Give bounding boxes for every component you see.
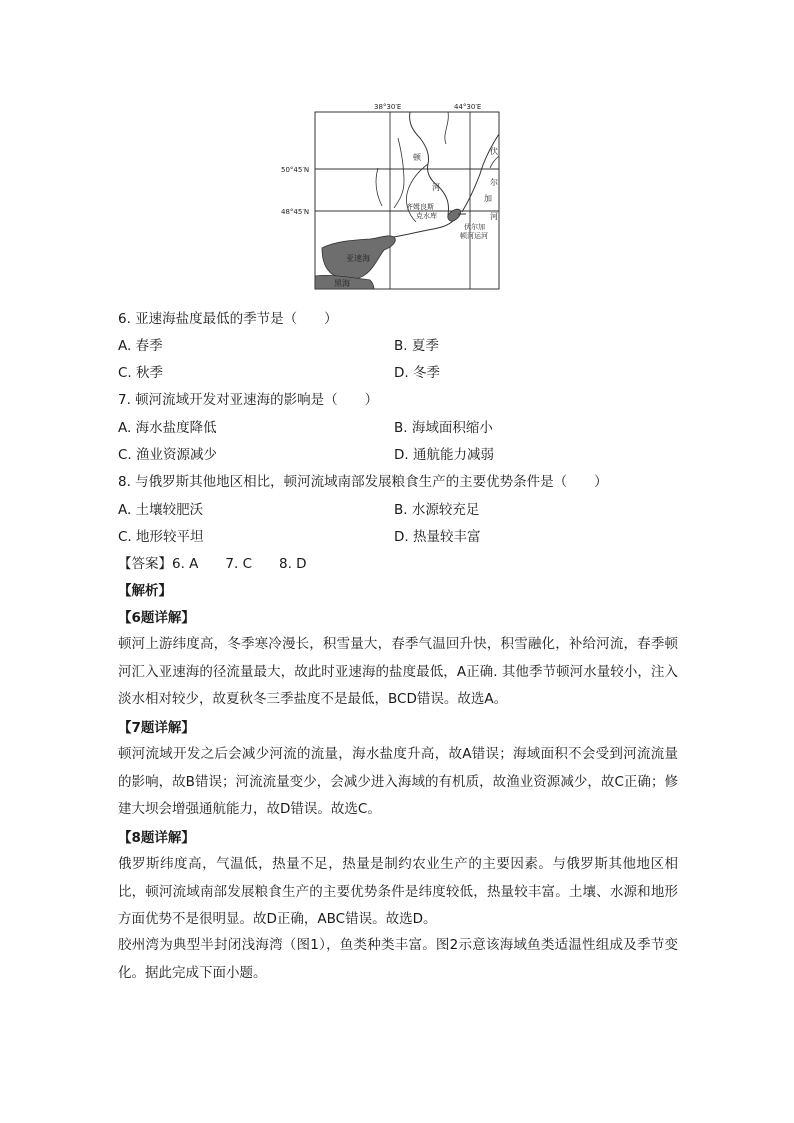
analysis-heading: 【解析】: [118, 583, 172, 599]
lat-label-2: 48°45′N: [281, 208, 310, 216]
q8-option-d: D. 热量较丰富: [394, 529, 481, 545]
q6-option-c: C. 秋季: [118, 365, 164, 381]
lat-label-1: 50°45′N: [281, 166, 310, 174]
q6-stem: 6. 亚速海盐度最低的季节是（ ）: [118, 311, 338, 327]
q7-option-b: B. 海域面积缩小: [394, 420, 493, 436]
lon-label-2: 44°30′E: [454, 103, 482, 111]
answer-line: 【答案】6. A 7. C 8. D: [118, 556, 307, 572]
lon-label-1: 38°30′E: [374, 103, 402, 111]
volga-char-4: 河: [490, 212, 498, 221]
next-question-intro: 胶州湾为典型半封闭浅海湾（图1），鱼类种类丰富。图2示意该海域鱼类适温性组成及季节变化。据此完成下面小题。: [118, 937, 678, 981]
q8-option-a: A. 土壤较肥沃: [118, 502, 204, 518]
q7-option-d: D. 通航能力减弱: [394, 447, 494, 463]
reservoir-label-1: 齐姆良斯: [406, 203, 434, 211]
river-char-2: 河: [432, 183, 440, 192]
map-figure: [270, 98, 510, 293]
detail-7-heading: 【7题详解】: [118, 720, 195, 736]
detail-6-heading: 【6题详解】: [118, 610, 195, 626]
volga-char-1: 伏: [490, 147, 498, 156]
q8-option-c: C. 地形较平坦: [118, 529, 204, 545]
volga-char-3: 加: [484, 194, 492, 203]
q7-stem: 7. 顿河流域开发对亚速海的影响是（ ）: [118, 392, 379, 408]
q6-option-d: D. 冬季: [394, 365, 440, 381]
river-char-1: 顿: [413, 153, 421, 162]
azov-sea-label: 亚速海: [346, 254, 370, 263]
q6-option-b: B. 夏季: [394, 338, 439, 354]
volga-char-2: 尔: [490, 178, 498, 187]
detail-6-text: 顿河上游纬度高，冬季寒冷漫长，积雪量大，春季气温回升快，积雪融化，补给河流，春季顿河汇入亚速海的径流量最大，故此时亚速海的盐度最低，A正确. 其他季节顿河水量较小，注入淡水相对较少，故夏秋冬三季盐度不是最低，BCD错误。故选A。: [118, 636, 678, 707]
canal-label-1: 伏尔加: [464, 223, 485, 231]
canal-label-2: 顿河运河: [460, 232, 488, 240]
don-river-map: [270, 98, 510, 293]
detail-8-heading: 【8题详解】: [118, 830, 195, 846]
q8-stem: 8. 与俄罗斯其他地区相比，顿河流域南部发展粮食生产的主要优势条件是（ ）: [118, 474, 608, 490]
black-sea-label: 黑海: [334, 279, 350, 288]
q6-option-a: A. 春季: [118, 338, 163, 354]
detail-8-text: 俄罗斯纬度高，气温低，热量不足，热量是制约农业生产的主要因素。与俄罗斯其他地区相比，顿河流域南部发展粮食生产的主要优势条件是纬度较低，热量较丰富。土壤、水源和地形方面优势不是很明显。故D正确，ABC错误。故选D。: [118, 856, 678, 927]
reservoir-label-2: 克水库: [416, 212, 437, 220]
detail-7-text: 顿河流域开发之后会减少河流的流量，海水盐度升高，故A错误；海域面积不会受到河流流量的影响，故B错误；河流流量变少，会减少进入海域的有机质，故渔业资源减少，故C正确；修建大坝会增强通航能力，故D错误。故选C。: [118, 746, 678, 817]
q8-option-b: B. 水源较充足: [394, 502, 480, 518]
q7-option-a: A. 海水盐度降低: [118, 420, 217, 436]
q7-option-c: C. 渔业资源减少: [118, 447, 218, 463]
